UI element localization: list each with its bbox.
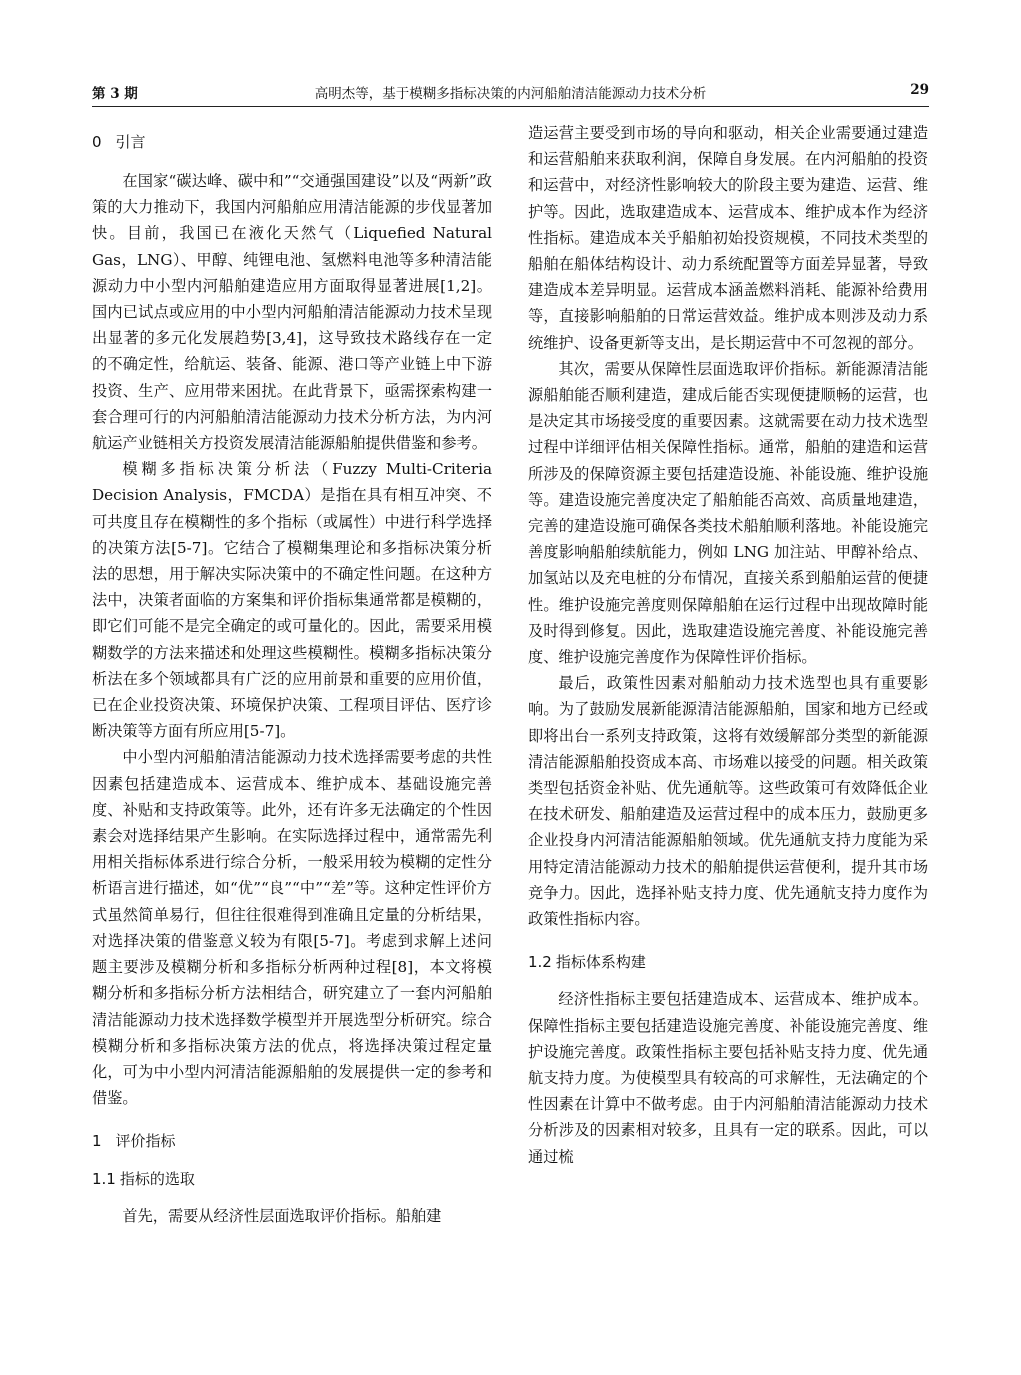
paragraph: 其次，需要从保障性层面选取评价指标。新能源清洁能源船舶能否顺利建造，建成后能否实现便捷顺畅的运营，也是决定其市场接受度的重要因素。这就需要在动力技术选型过程中详细评估相关保障性指标。通常，船舶的建造和运营所涉及的保障资源主要包括建造设施、补能设施、维护设施等。建造设施完善度决定了船舶能否高效、高质量地建造，完善的建造设施可确保各类技术船舶顺利落地。补能设施完善度影响船舶续航能力，例如 LNG 加注站、甲醇补给点、加氢站以及充电桩的分布情况，直接关系到船舶运营的便捷性。维护设施完善度则保障船舶在运行过程中出现故障时能及时得到修复。因此，选取建造设施完善度、补能设施完善度、维护设施完善度作为保障性评价指标。 [528, 359, 928, 667]
subsection-number: 1.2 [528, 953, 552, 972]
section-title: 评价指标 [115, 1132, 176, 1151]
paragraph: 中小型内河船舶清洁能源动力技术选择需要考虑的共性因素包括建造成本、运营成本、维护成本、基础设施完善度、补贴和支持政策等。此外，还有许多无法确定的个性因素会对选择结果产生影响。在实际选择过程中，通常需先利用相关指标体系进行综合分析，一般采用较为模糊的定性分析语言进行描述，如“优”“良”“中”“差”等。这种定性评价方式虽然简单易行，但往往很难得到准确且定量的分析结果，对选择决策的借鉴意义较为有限[5-7]。考虑到求解上述问题主要涉及模糊分析和多指标分析两种过程[8]，本文将模糊分析和多指标分析方法相结合，研究建立了一套内河船舶清洁能源动力技术选择数学模型并开展选型分析研究。综合模糊分析和多指标决策方法的优点，将选择决策过程定量化，可为中小型内河清洁能源船舶的发展提供一定的参考和借鉴。 [92, 748, 492, 1108]
paragraph: 在国家“碳达峰、碳中和”“交通强国建设”以及“两新”政策的大力推动下，我国内河船舶应用清洁能源的步伐显著加快。目前，我国已在液化天然气（Liquefied Natural Gas，LNG）、甲醇、纯锂电池、氢燃料电池等多种清洁能源动力中小型内河船舶建造应用方面取得显著进展[1,2]。国内已试点或应用的中小型内河船舶清洁能源动力技术呈现出显著的多元化发展趋势[3,4]，这导致技术路线存在一定的不确定性，给航运、装备、能源、港口等产业链上中下游投资、生产、应用带来困扰。在此背景下，亟需探索构建一套合理可行的内河船舶清洁能源动力技术分析方法，为内河航运产业链相关方投资发展清洁能源船舶提供借鉴和参考。 [92, 172, 492, 453]
section-title: 引言 [115, 133, 146, 151]
paragraph: 造运营主要受到市场的导向和驱动，相关企业需要通过建造和运营船舶来获取利润，保障自身发展。在内河船舶的投资和运营中，对经济性影响较大的阶段主要为建造、运营、维护等。因此，选取建造成本、运营成本、维护成本作为经济性指标。建造成本关乎船舶初始投资规模，不同技术类型的船舶在船体结构设计、动力系统配置等方面差异显著，导致建造成本差异明显。运营成本涵盖燃料消耗、能源补给费用等，直接影响船舶的日常运营效益。维护成本则涉及动力系统维护、设备更新等支出，是长期运营中不可忽视的部分。 [528, 124, 928, 352]
paragraph: 最后，政策性因素对船舶动力技术选型也具有重要影响。为了鼓励发展新能源清洁能源船舶，国家和地方已经或即将出台一系列支持政策，这将有效缓解部分类型的新能源清洁能源船舶投资成本高、市场难以接受的问题。相关政策类型包括资金补贴、优先通航等。这些政策可有效降低企业在技术研发、船舶建造及运营过程中的成本压力，鼓励更多企业投身内河清洁能源船舶领域。优先通航支持力度能为采用特定清洁能源动力技术的船舶提供运营便利，提升其市场竞争力。因此，选择补贴支持力度、优先通航支持力度作为政策性指标内容。 [528, 674, 928, 929]
page-number: 29 [910, 82, 929, 98]
subsection-number: 1.1 [92, 1170, 116, 1189]
paragraph: 经济性指标主要包括建造成本、运营成本、维护成本。保障性指标主要包括建造设施完善度、补能设施完善度、维护设施完善度。政策性指标主要包括补贴支持力度、优先通航支持力度。为使模型具有较高的可求解性，无法确定的个性因素在计算中不做考虑。由于内河船舶清洁能源动力技术分析涉及的因素相对较多，且具有一定的联系。因此，可以通过梳 [528, 990, 928, 1166]
subsection-title: 指标的选取 [119, 1170, 195, 1189]
section-heading-eval [92, 1129, 492, 1153]
running-header [92, 80, 929, 107]
subsection-heading-select [92, 1167, 492, 1191]
left-column [92, 120, 492, 1230]
subsection-title: 指标体系构建 [555, 953, 646, 972]
issue-label: 第 3 期 [92, 86, 138, 102]
running-title: 高明杰等，基于模糊多指标决策的内河船舶清洁能源动力技术分析 [314, 86, 707, 102]
section-number: 1 [92, 1132, 102, 1151]
section-heading-intro [92, 130, 492, 154]
right-column [528, 120, 928, 1170]
paragraph: 模糊多指标决策分析法（Fuzzy Multi-Criteria Decision Analysis，FMCDA）是指在具有相互冲突、不可共度且存在模糊性的多个指标（或属性）中进行科学选择的决策方法[5-7]。它结合了模糊集理论和多指标决策分析法的思想，用于解决实际决策中的不确定性问题。在这种方法中，决策者面临的方案集和评价指标集通常都是模糊的，即它们可能不是完全确定的或可量化的。因此，需要采用模糊数学的方法来描述和处理这些模糊性。模糊多指标决策分析法在多个领域都具有广泛的应用前景和重要的应用价值，已在企业投资决策、环境保护决策、工程项目评估、医疗诊断决策等方面有所应用[5-7]。 [92, 460, 492, 741]
section-number: 0 [92, 133, 102, 151]
paragraph: 首先，需要从经济性层面选取评价指标。船舶建 [122, 1207, 442, 1226]
subsection-heading-system [528, 950, 928, 974]
